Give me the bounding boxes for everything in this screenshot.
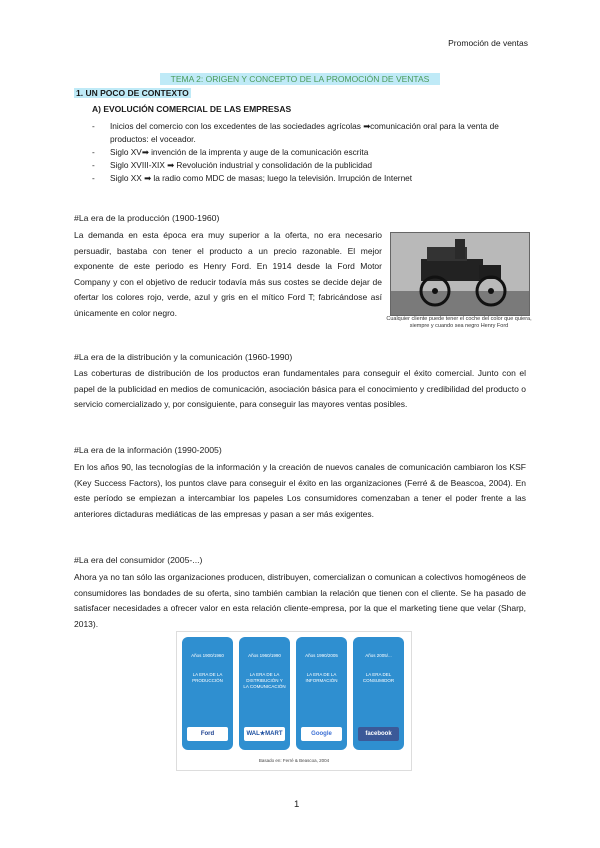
photo-caption: Cualquier cliente puede tener el coche del color que quiera, siempre y cuando sea negro Henry Ford [386,316,532,329]
era-card-information: Años 1990/2005 LA ERA DE LA INFORMACIÓN Google [296,637,347,750]
list-item: - Siglo XX ➡ la radio como MDC de masas; luego la televisión. Irrupción de Internet [92,173,413,183]
section-heading: 1. UN POCO DE CONTEXTO [76,88,189,98]
eras-infographic [176,631,412,771]
ford-t-photo [390,232,530,316]
caption-author: Henry Ford [480,323,509,329]
era-card-distribution: Años 1960/1990 LA ERA DE LA DISTRIBUCIÓN Y LA COMUNICACIÓN WAL★MART [239,637,290,750]
list-item: - Siglo XVIII-XIX ➡ Revolución industrial y consolidación de la publicidad [92,160,372,170]
google-logo-icon: Google [301,727,342,741]
era-text-distribution: Las coberturas de distribución de los productos eran fundamentales para conseguir el éxito comercial. Junto con el papel de la publicidad en medios de comunicación, asociación básica para el conocimiento y credibilidad del producto o servicio comercializado y, por consiguiente, para conseguir las mayores ventas posibles. [74,368,526,409]
list-item: - Siglo XV➡ invención de la imprenta y auge de la comunicación escrita [92,147,369,157]
era-text-production: La demanda en esta época era muy superior a la oferta, no era necesario persuadir, bastaba con tener el producto a un precio razonable. El mejor exponente de este periodo es Henry Ford. En 1914 desde la Ford Motor Company y con el objetivo de reducir todavía más sus costes se decide dejar de ofertar los colores rojo, verde, azul y gris en el mítico Ford T; fabricándose así únicamente en color negro. [74,230,382,318]
list-item: - Inicios del comercio con los excedentes de las sociedades agrícolas ➡comunicación oral para la venta de productos: el voceador. [92,121,499,144]
era-heading-distribution: #La era de la distribución y la comunicación (1960-1990) [74,352,293,362]
walmart-logo-icon: WAL★MART [244,727,285,741]
facebook-logo-icon: facebook [358,727,399,741]
page-number: 1 [294,799,300,810]
era-text-information: En los años 90, las tecnologías de la información y la creación de nuevos canales de comunicación cambiaron los KSF (Key Success Factors), los puntos clave para conseguir el éxito en las organizaciones (Ferré & de Beascoa, 2004). En este período se empiezan a intercambiar los papeles Los consumidores comenzaban a tener el poder frente a las anteriores dictaduras mediáticas de las empresas y pasan a ser más exigentes. [74,462,526,519]
era-card-consumer: Años 2005/... LA ERA DEL CONSUMIDOR facebook [353,637,404,750]
era-card-production: Años 1900/1960 LA ERA DE LA PRODUCCIÓN Ford [182,637,233,750]
document-title: TEMA 2: ORIGEN Y CONCEPTO DE LA PROMOCIÓN DE VENTAS [160,73,440,85]
subsection-heading: A) EVOLUCIÓN COMERCIAL DE LAS EMPRESAS [92,104,292,114]
ford-logo-icon: Ford [187,727,228,741]
bullet-list [92,120,532,185]
era-heading-information: #La era de la información (1990-2005) [74,445,222,455]
era-heading-consumer: #La era del consumidor (2005-...) [74,555,203,565]
era-heading-production: #La era de la producción (1900-1960) [74,213,220,223]
infographic-source: Basado en: Ferré & Beascoa, 2004 [258,758,330,763]
era-text-consumer: Ahora ya no tan sólo las organizaciones producen, distribuyen, comercializan o comunican a colectivos homogéneos de consumidores las bondades de su oferta, sino también cambian la relación que tienen con el cliente. Se ha pasado de satisfacer necesidades a ofrecer valor en esta relación cliente-empresa, por la que el marketing tiene que velar (Sharp, 2013). [74,572,526,629]
running-header: Promoción de ventas [448,38,528,48]
